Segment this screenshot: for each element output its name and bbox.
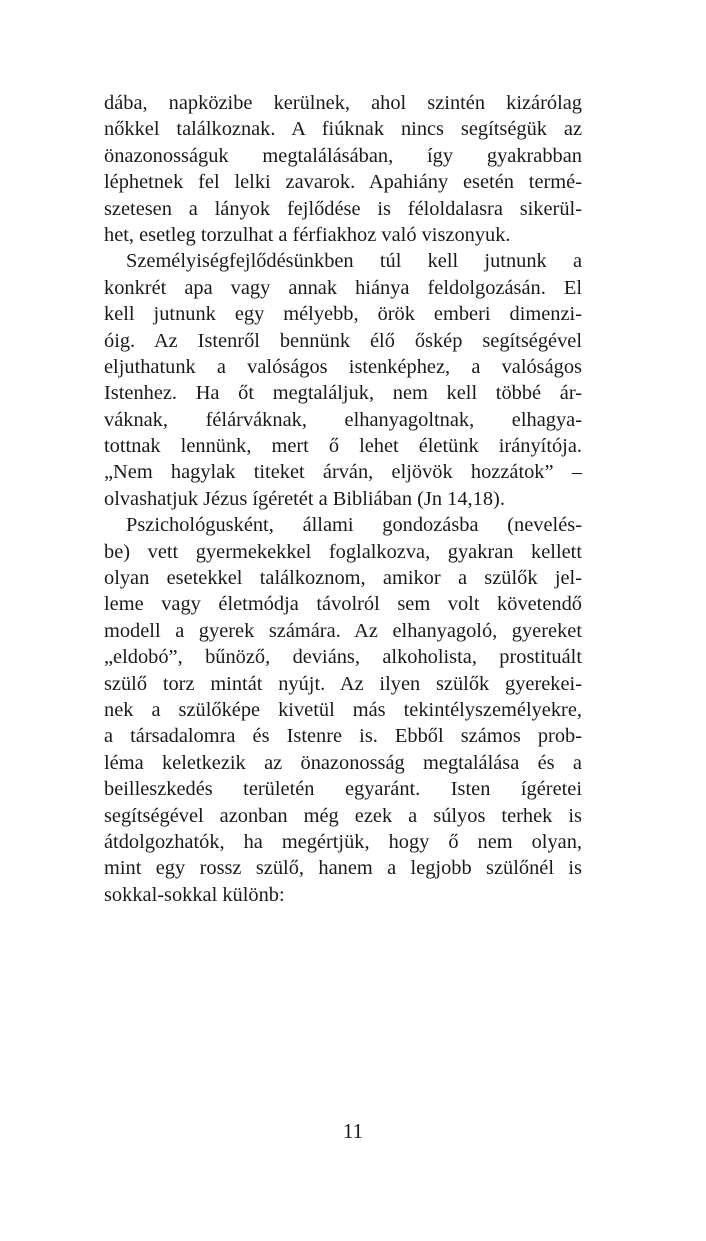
- text-line: léma keletkezik az önazonosság megtalálása és a: [104, 751, 582, 774]
- text-line: szülő torz mintát nyújt. Az ilyen szülők gyerekei-: [104, 672, 582, 695]
- text-line: leme vagy életmódja távolról sem volt követendő: [104, 593, 582, 616]
- text-line: sokkal-sokkal különb:: [104, 883, 285, 906]
- text-line: segítségével azonban még ezek a súlyos terhek is: [104, 804, 582, 827]
- text-line: átdolgozhatók, ha megértjük, hogy ő nem olyan,: [104, 830, 582, 853]
- page-body: [104, 90, 582, 908]
- text-line: nőkkel találkoznak. A fiúknak nincs segítségük az: [104, 118, 582, 141]
- text-line: be) vett gyermekekkel foglalkozva, gyakran kellett: [104, 540, 582, 563]
- text-line: nek a szülőképe kivetül más tekintélyszemélyekre,: [104, 698, 582, 721]
- text-line: het, esetleg torzulhat a férfiakhoz való viszonyuk.: [104, 223, 511, 246]
- text-line: konkrét apa vagy annak hiánya feldolgozásán. El: [104, 276, 582, 299]
- text-line: modell a gyerek számára. Az elhanyagoló, gyereket: [104, 619, 582, 642]
- text-line: olvashatjuk Jézus ígéretét a Bibliában (Jn 14,18).: [104, 487, 505, 510]
- text-line: eljuthatunk a valóságos istenképhez, a valóságos: [104, 355, 582, 378]
- text-line: szetesen a lányok fejlődése is féloldalasra sikerül-: [104, 197, 582, 220]
- text-line: Személyiségfejlődésünkben túl kell jutnunk a: [126, 250, 582, 273]
- text-line: „Nem hagylak titeket árván, eljövök hozzátok” –: [104, 461, 582, 484]
- paragraph: [104, 90, 582, 248]
- text-line: beilleszkedés területén egyaránt. Isten ígéretei: [104, 778, 582, 801]
- text-line: kell jutnunk egy mélyebb, örök emberi dimenzi-: [104, 303, 582, 326]
- text-line: tottnak lennünk, mert ő lehet életünk irányítója.: [104, 435, 582, 458]
- text-line: önazonosságuk megtalálásában, így gyakrabban: [104, 144, 582, 167]
- text-line: dába, napközibe kerülnek, ahol szintén kizárólag: [104, 92, 582, 114]
- text-line: óig. Az Istenről bennünk élő őskép segítségével: [104, 329, 582, 352]
- text-line: váknak, félárváknak, elhanyagoltnak, elhagya-: [104, 408, 582, 431]
- text-line: Istenhez. Ha őt megtaláljuk, nem kell többé ár-: [104, 382, 582, 405]
- page-number: 11: [342, 1119, 364, 1143]
- text-line: mint egy rossz szülő, hanem a legjobb szülőnél is: [104, 857, 582, 880]
- text-line: „eldobó”, bűnöző, deviáns, alkoholista, prostituált: [104, 646, 582, 669]
- text-line: Pszichológusként, állami gondozásba (nevelés-: [126, 514, 582, 537]
- text-line: olyan esetekkel találkoznom, amikor a szülők jel-: [104, 567, 582, 590]
- paragraph: [104, 512, 582, 908]
- text-line: a társadalomra és Istenre is. Ebből számos prob-: [104, 725, 582, 748]
- paragraph: [104, 248, 582, 512]
- text-line: léphetnek fel lelki zavarok. Apahiány esetén termé-: [104, 171, 582, 194]
